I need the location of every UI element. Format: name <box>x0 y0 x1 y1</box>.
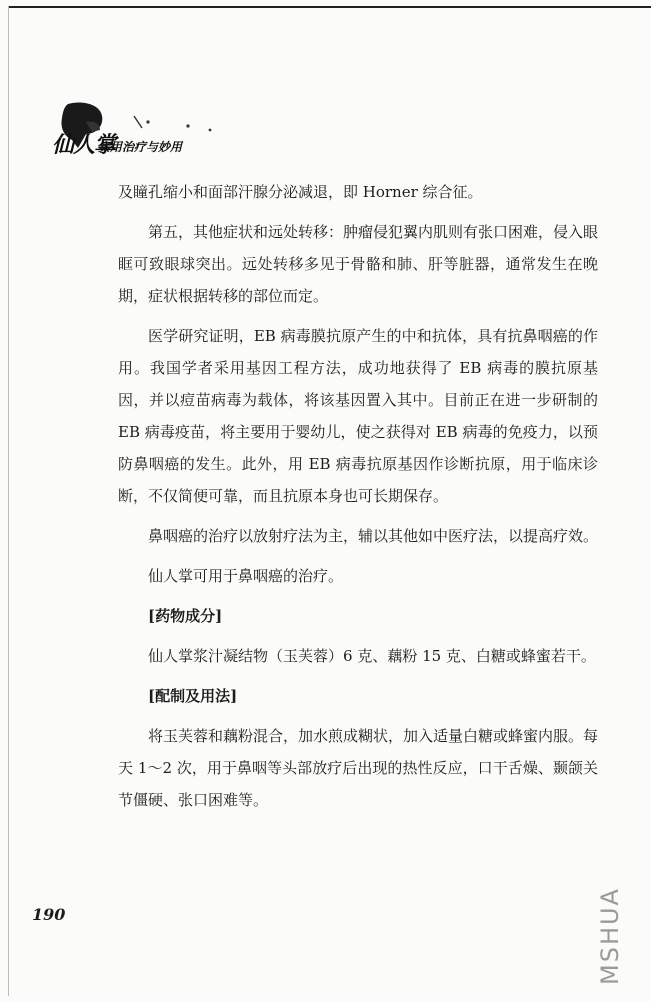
paragraph-horner: 及瞳孔缩小和面部汗腺分泌减退，即 Horner 综合征。 <box>118 183 483 201</box>
page-body <box>118 176 598 824</box>
watermark-text: MSHUA <box>596 887 624 985</box>
logo-title: 仙人掌 <box>52 132 116 158</box>
section-heading-preparation: [配制及用法] <box>148 687 238 705</box>
logo-subtitle: 实用治疗与妙用 <box>98 140 183 154</box>
paragraph-symptoms: 第五，其他症状和远处转移：肿瘤侵犯翼内肌则有张口困难，侵入眼眶可致眼球突出。远处转移多见于骨骼和肺、肝等脏器，通常发生在晚期，症状根据转移的部位而定。 <box>118 223 599 305</box>
left-margin-rule <box>8 6 9 996</box>
paragraph-treatment: 鼻咽癌的治疗以放射疗法为主，辅以其他如中医疗法，以提高疗效。 <box>148 527 599 545</box>
paragraph-cactus-use: 仙人掌可用于鼻咽癌的治疗。 <box>148 567 344 585</box>
book-logo <box>38 100 278 162</box>
page-number: 190 <box>32 905 66 924</box>
paragraph-preparation: 将玉芙蓉和藕粉混合，加水煎成糊状，加入适量白糖或蜂蜜内服。每天 1～2 次，用于鼻咽等头部放疗后出现的热性反应，口干舌燥、颞颌关节僵硬、张口困难等。 <box>118 727 599 809</box>
paragraph-ingredients: 仙人掌浆汁凝结物（玉芙蓉）6 克、藕粉 15 克、白糖或蜂蜜若干。 <box>148 647 596 665</box>
top-rule <box>8 6 651 8</box>
paragraph-research: 医学研究证明，EB 病毒膜抗原产生的中和抗体，具有抗鼻咽癌的作用。我国学者采用基因工程方法，成功地获得了 EB 病毒的膜抗原基因，并以痘苗病毒为载体，将该基因置入其中。目前正在进一步研制的 EB 病毒疫苗，将主要用于婴幼儿，使之获得对 EB 病毒的免疫力，以预防鼻咽癌的发生。此外，用 EB 病毒抗原基因作诊断抗原，用于临床诊断，不仅简便可靠，而且抗原本身也可长期保存。 <box>118 327 598 505</box>
section-heading-ingredients: [药物成分] <box>148 607 223 625</box>
